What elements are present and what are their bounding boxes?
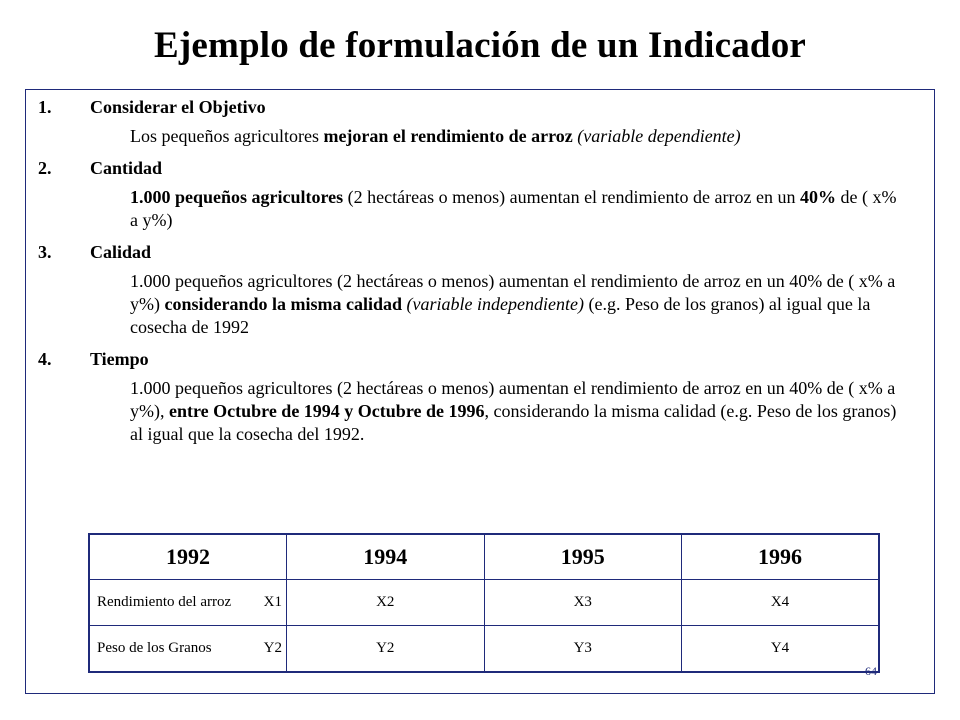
step-heading: Cantidad xyxy=(90,158,163,178)
indicator-table xyxy=(88,533,880,673)
table-cell: Y4 xyxy=(682,626,880,673)
table-cell: X3 xyxy=(484,580,682,626)
step-number: 2. xyxy=(38,158,52,178)
step-item xyxy=(38,240,908,347)
step-number: 1. xyxy=(38,97,52,117)
body-text-italic: (variable independiente) xyxy=(402,294,584,314)
table-header-row xyxy=(89,534,879,580)
table-header-cell: 1992 xyxy=(89,534,287,580)
row-label: Rendimiento del arroz xyxy=(97,594,232,610)
table-header-cell: 1994 xyxy=(287,534,485,580)
page-number: 64 xyxy=(865,664,877,678)
step-body xyxy=(130,371,908,454)
step-heading: Tiempo xyxy=(90,349,149,369)
table-cell xyxy=(89,580,287,626)
step-heading: Considerar el Objetivo xyxy=(90,97,266,117)
slide-title: Ejemplo de formulación de un Indicador xyxy=(153,25,807,66)
step-number: 3. xyxy=(38,242,52,262)
body-text-italic: (variable dependiente) xyxy=(572,126,741,146)
body-text: 1.000 pequeños agricultores (2 hectáreas o menos) aumentan el rendimiento de arroz en un 40% de ( x% a y%) xyxy=(130,271,896,314)
table-header-cell: 1996 xyxy=(682,534,880,580)
body-text-bold: 40% xyxy=(799,187,836,207)
row-label: Peso de los Granos xyxy=(97,640,212,656)
table-cell: X2 xyxy=(287,580,485,626)
cell-value: Y2 xyxy=(263,640,282,656)
body-text: Los pequeños agricultores xyxy=(130,126,324,146)
body-text: 1.000 pequeños agricultores (2 hectáreas o menos) aumentan el rendimiento de arroz en un 40% de ( x% a y%), xyxy=(130,378,896,421)
body-text-bold: mejoran el rendimiento de arroz xyxy=(323,126,573,146)
body-text-bold: entre Octubre de 1994 y Octubre de 1996 xyxy=(169,401,485,421)
table-cell: X4 xyxy=(682,580,880,626)
step-body xyxy=(130,119,908,156)
table-cell: Y3 xyxy=(484,626,682,673)
table-cell xyxy=(89,626,287,673)
step-item xyxy=(38,156,908,240)
body-text: (2 hectáreas o menos) aumentan el rendimiento de arroz en un xyxy=(343,187,800,207)
body-text-bold: 1.000 pequeños agricultores xyxy=(130,187,344,207)
step-item xyxy=(38,347,908,454)
body-text: , considerando la misma calidad (e.g. Peso de los granos) al igual que la cosecha del 1992. xyxy=(130,401,897,444)
table-header-cell: 1995 xyxy=(484,534,682,580)
table-row xyxy=(89,580,879,626)
body-text: de ( x% a y%) xyxy=(130,187,897,230)
table-row xyxy=(89,626,879,673)
step-body xyxy=(130,180,908,240)
step-body xyxy=(130,264,908,347)
step-heading: Calidad xyxy=(90,242,152,262)
step-item xyxy=(38,95,908,156)
step-number: 4. xyxy=(38,349,52,369)
body-text: (e.g. Peso de los granos) al igual que la cosecha de 1992 xyxy=(130,294,871,337)
table-cell: Y2 xyxy=(287,626,485,673)
body-text-bold: considerando la misma calidad xyxy=(164,294,403,314)
indicator-steps-list xyxy=(38,95,908,454)
cell-value: X1 xyxy=(263,594,282,610)
